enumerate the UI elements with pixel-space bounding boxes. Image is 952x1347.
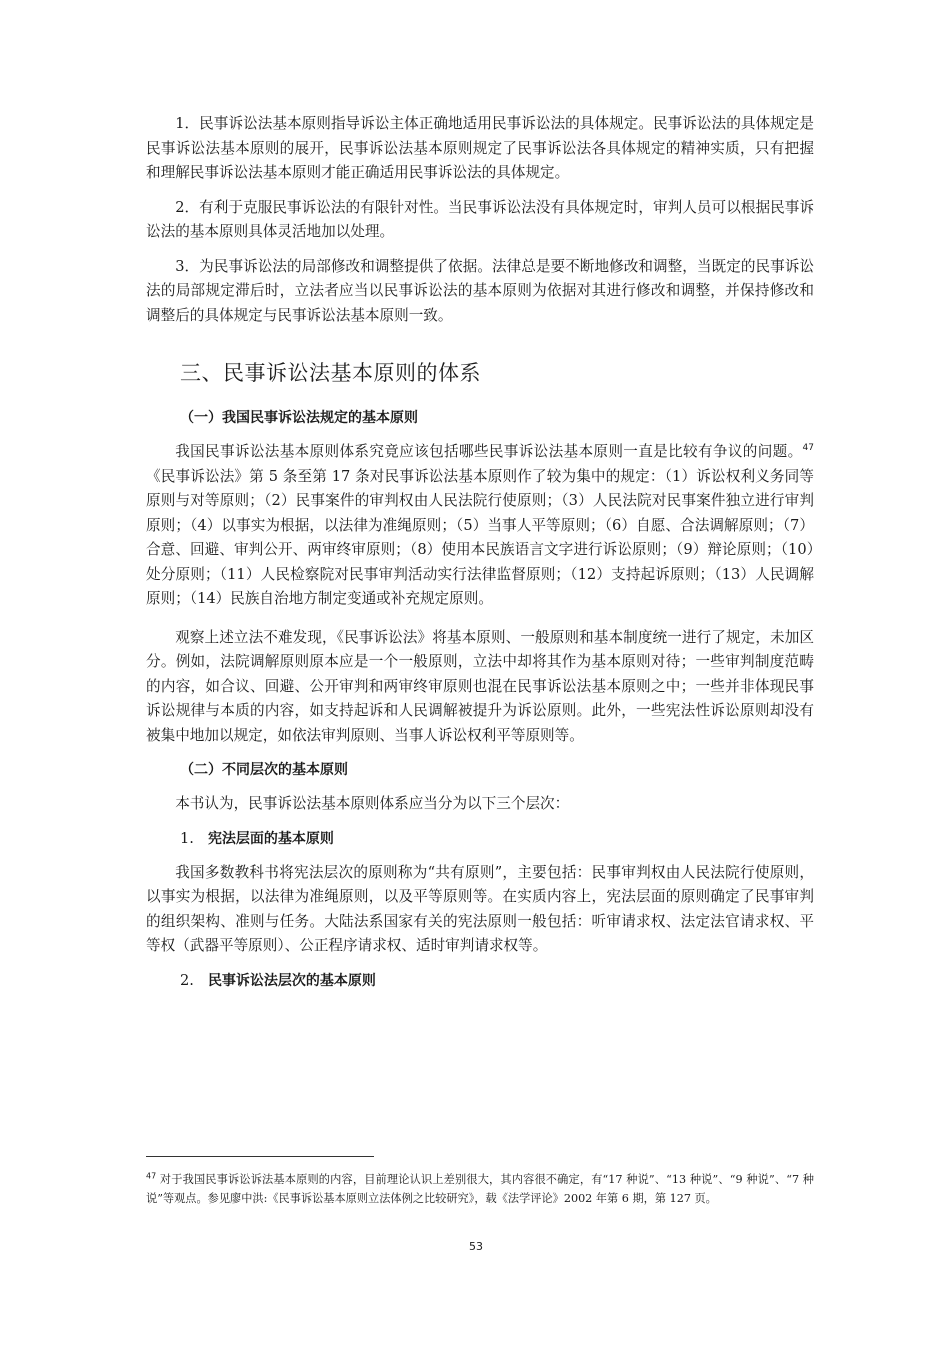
item-heading-1	[146, 827, 814, 851]
item-heading-1-number: 1.	[180, 829, 194, 847]
paragraph-7: 我国多数教科书将宪法层次的原则称为“共有原则”，主要包括：民事审判权由人民法院行使原则，以事实为根据，以法律为准绳原则，以及平等原则等。在实质内容上，宪法层面的原则确定了民事审判的组织架构、准则与任务。大陆法系国家有关的宪法原则一般包括：听审请求权、法定法官请求权、平等权（武器平等原则）、公正程序请求权、适时审判请求权等。	[146, 863, 814, 954]
footnote-ref[interactable]: 47	[802, 443, 814, 454]
subsection-title-1: （一）我国民事诉讼法规定的基本原则	[180, 410, 418, 426]
paragraph-6: 本书认为，民事诉讼法基本原则体系应当分为以下三个层次：	[175, 795, 570, 812]
paragraph-2: 2．有利于克服民事诉讼法的有限针对性。当民事诉讼法没有具体规定时，审判人员可以根据民事诉讼法的基本原则具体灵活地加以处理。	[146, 198, 814, 240]
footnote-divider	[146, 1156, 374, 1157]
page-body	[146, 112, 814, 993]
item-heading-2-text: 民事诉讼法层次的基本原则	[207, 972, 376, 989]
paragraph-1: 1．民事诉讼法基本原则指导诉讼主体正确地适用民事诉讼法的具体规定。民事诉讼法的具体规定是民事诉讼法基本原则的展开，民事诉讼法基本原则规定了民事诉讼法各具体规定的精神实质，只有把握和理解民事诉讼法基本原则才能正确适用民事诉讼法的具体规定。	[146, 115, 814, 181]
paragraph-3: 3．为民事诉讼法的局部修改和调整提供了依据。法律总是要不断地修改和调整，当既定的民事诉讼法的局部规定滞后时，立法者应当以民事诉讼法的基本原则为依据对其进行修改和调整，并保持修改和调整后的具体规定与民事诉讼法基本原则一致。	[146, 257, 814, 324]
paragraph-4-part-b: 《民事诉讼法》第 5 条至第 17 条对民事诉讼法基本原则作了较为集中的规定：（1）诉讼权利义务同等原则与对等原则；（2）民事案件的审判权由人民法院行使原则；（3）人民法院对民事案件独立进行审判原则；（4）以事实为根据，以法律为准绳原则；（5）当事人平等原则；（6）自愿、合法调解原则；（7）合意、回避、审判公开、两审终审原则；（8）使用本民族语言文字进行诉讼原则；（9）辩论原则；（10）处分原则；（11）人民检察院对民事审判活动实行法律监督原则；（12）支持起诉原则；（13）人民调解原则；（14）民族自治地方制定变通或补充规定原则。	[146, 467, 814, 607]
subsection-title-2: （二）不同层次的基本原则	[180, 762, 348, 778]
paragraph-4-part-a: 我国民事诉讼法基本原则体系究竟应该包括哪些民事诉讼法基本原则一直是比较有争议的问题。	[175, 443, 803, 460]
paragraph-4	[146, 440, 814, 612]
section-title: 三、民事诉讼法基本原则的体系	[180, 361, 481, 385]
footnote-text: 对于我国民事诉讼诉法基本原则的内容，目前理论认识上差别很大，其内容很不确定，有“17 种说”、“13 种说”、“9 种说”、“7 种说”等观点。参见廖中洪:《民事诉讼基本原则立法体例之比较研究》，载《法学评论》2002 年第 6 期，第 127 页。	[146, 1173, 814, 1205]
item-heading-2-number: 2.	[180, 971, 194, 989]
footnote	[146, 1170, 814, 1208]
item-heading-1-text: 宪法层面的基本原则	[207, 830, 334, 847]
footnote-number: 47	[146, 1171, 157, 1181]
paragraph-5: 观察上述立法不难发现，《民事诉讼法》将基本原则、一般原则和基本制度统一进行了规定，未加区分。例如，法院调解原则原本应是一个一般原则，立法中却将其作为基本原则对待；一些审判制度范畴的内容，如合议、回避、公开审判和两审终审原则也混在民事诉讼法基本原则之中；一些并非体现民事诉讼规律与本质的内容，如支持起诉和人民调解被提升为诉讼原则。此外，一些宪法性诉讼原则却没有被集中地加以规定，如依法审判原则、当事人诉讼权利平等原则等。	[146, 628, 814, 744]
page-number: 53	[469, 1240, 483, 1253]
item-heading-2	[146, 969, 814, 993]
